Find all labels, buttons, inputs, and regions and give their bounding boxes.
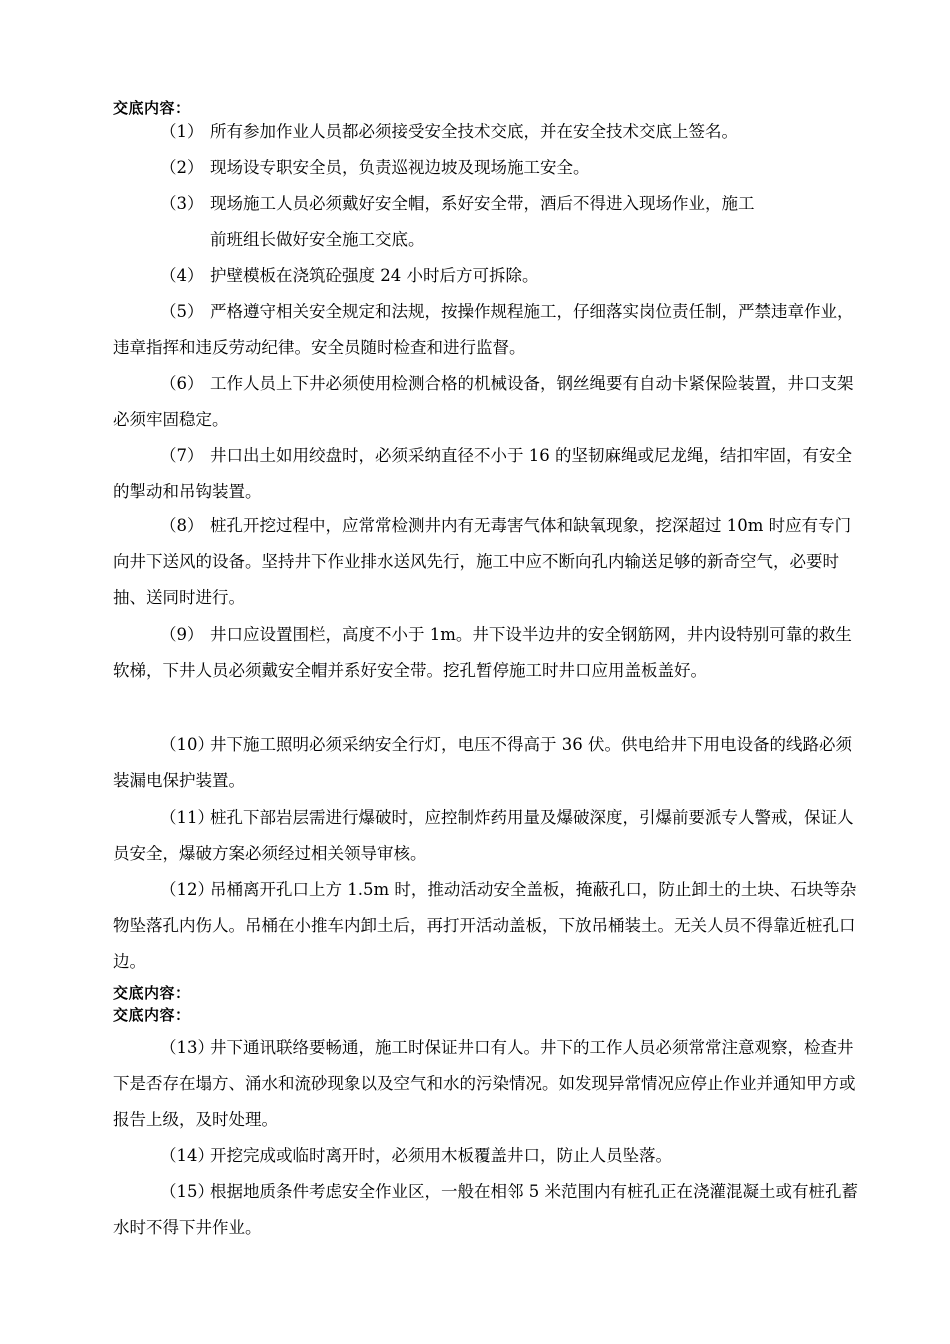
list-item: （10）井下施工照明必须采纳安全行灯，电压不得高于 36 伏。供电给井下用电设备的线路必须装漏电保护装置。 — [113, 735, 852, 790]
list-item: （7） 井口出土如用绞盘时，必须采纳直径不小于 16 的坚韧麻绳或尼龙绳，结扣牢固，有安全的掣动和吊钩装置。 — [113, 446, 852, 501]
list-item: （4） 护壁模板在浇筑砼强度 24 小时后方可拆除。 — [160, 266, 539, 285]
list-item: （12）吊桶离开孔口上方 1.5m 时，推动活动安全盖板，掩蔽孔口，防止卸土的土块、石块等杂物坠落孔内伤人。吊桶在小推车内卸土后，再打开活动盖板，下放吊桶装土。无关人员不得靠近桩孔口边。 — [113, 880, 857, 971]
list-item: （8） 桩孔开挖过程中，应常常检测井内有无毒害气体和缺氧现象，挖深超过 10m 时应有专门向井下送风的设备。坚持井下作业排水送风先行，施工中应不断向孔内输送足够的新奇空气，必要时抽、送同时进行。 — [113, 516, 852, 607]
list-item: （5） 严格遵守相关安全规定和法规，按操作规程施工，仔细落实岗位责任制，严禁违章作业，违章指挥和违反劳动纪律。安全员随时检查和进行监督。 — [113, 302, 854, 357]
section-label: 交底内容： — [113, 1006, 191, 1024]
list-item: （14）开挖完成或临时离开时，必须用木板覆盖井口，防止人员坠落。 — [160, 1146, 672, 1165]
list-item: （11）桩孔下部岩层需进行爆破时，应控制炸药用量及爆破深度，引爆前要派专人警戒，保证人员安全，爆破方案必须经过相关领导审核。 — [113, 808, 854, 863]
list-item: （15）根据地质条件考虑安全作业区，一般在相邻 5 米范围内有桩孔正在浇灌混凝土或有桩孔蓄水时不得下井作业。 — [113, 1182, 858, 1237]
section-label: 交底内容： — [113, 99, 191, 117]
list-item: （3） 现场施工人员必须戴好安全帽，系好安全带，酒后不得进入现场作业，施工 前班组长做好安全施工交底。 — [160, 194, 755, 249]
list-item: （1） 所有参加作业人员都必须接受安全技术交底，并在安全技术交底上签名。 — [160, 122, 738, 141]
list-item: （9） 井口应设置围栏，高度不小于 1m。井下设半边井的安全钢筋网，井内设特别可靠的救生软梯，下井人员必须戴安全帽并系好安全带。挖孔暂停施工时井口应用盖板盖好。 — [113, 625, 852, 680]
list-item: （13）井下通讯联络要畅通，施工时保证井口有人。井下的工作人员必须常常注意观察，检查井下是否存在塌方、涌水和流砂现象以及空气和水的污染情况。如发现异常情况应停止作业并通知甲方或报告上级，及时处理。 — [113, 1038, 856, 1129]
list-item: （6） 工作人员上下井必须使用检测合格的机械设备，钢丝绳要有自动卡紧保险装置，井口支架必须牢固稳定。 — [113, 374, 854, 429]
section-label: 交底内容： — [113, 984, 191, 1002]
list-item: （2） 现场设专职安全员，负责巡视边坡及现场施工安全。 — [160, 158, 590, 177]
